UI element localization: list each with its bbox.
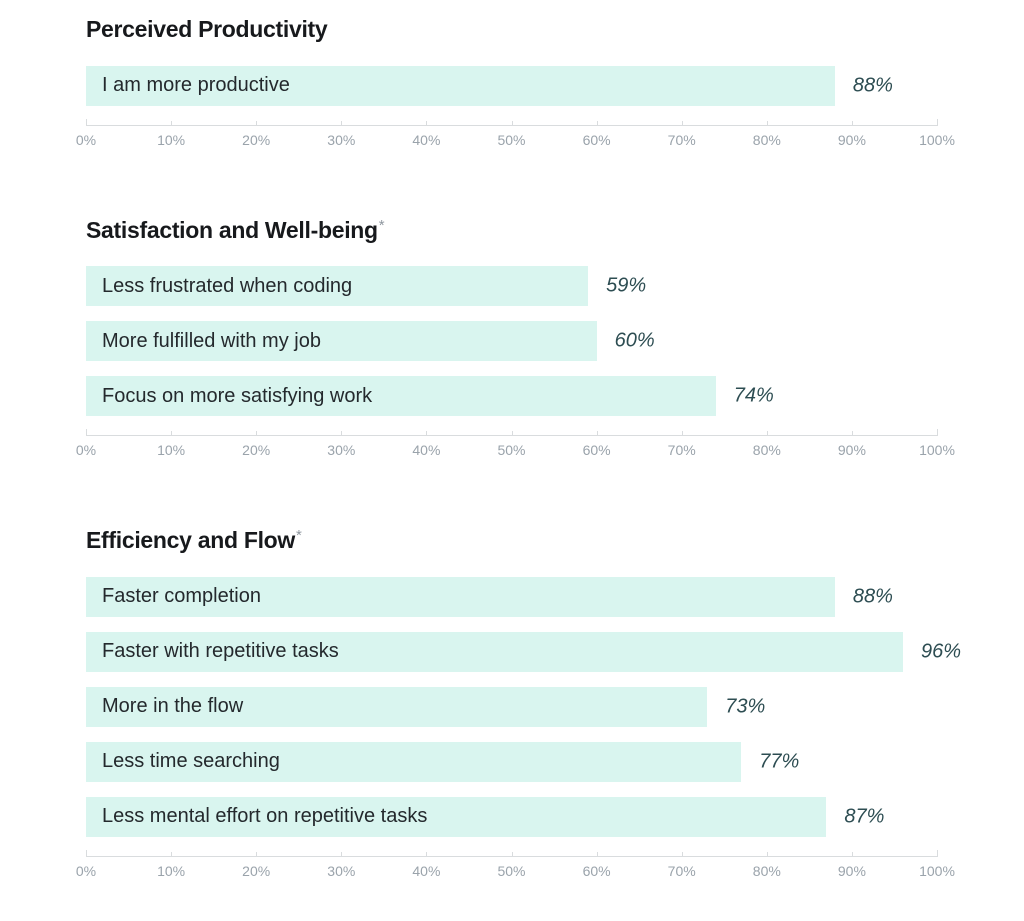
axis-tick — [426, 852, 427, 857]
axis-tick-label: 90% — [837, 131, 866, 148]
survey-sections — [75, 16, 1024, 888]
bar-row — [86, 266, 937, 306]
axis-tick — [682, 431, 683, 436]
axis-tick — [256, 431, 257, 436]
axis-tick — [171, 121, 172, 126]
axis-tick-label: 10% — [157, 862, 186, 879]
axis-tick — [171, 431, 172, 436]
axis-tick — [682, 121, 683, 126]
bar-label: More fulfilled with my job — [102, 329, 321, 352]
chart-section — [75, 16, 1024, 157]
x-axis — [75, 119, 955, 157]
axis-tick — [341, 852, 342, 857]
axis-tick-label: 20% — [242, 131, 271, 148]
bar-label: More in the flow — [102, 695, 244, 718]
axis-tick-label: 100% — [919, 131, 955, 148]
axis-tick-label: 0% — [75, 131, 97, 148]
axis-tick-label: 40% — [412, 442, 441, 459]
axis-tick — [597, 431, 598, 436]
bar-row — [86, 632, 961, 672]
footnote-asterisk: * — [296, 527, 302, 545]
bar — [86, 376, 716, 416]
bar-row — [86, 797, 937, 837]
chart-section — [75, 216, 1024, 468]
value-label: 73% — [725, 695, 766, 718]
axis-tick — [937, 429, 938, 436]
axis-tick-label: 10% — [157, 131, 186, 148]
axis-tick-label: 70% — [667, 862, 696, 879]
axis-tick-label: 10% — [157, 442, 186, 459]
bar — [86, 577, 835, 617]
value-label: 77% — [759, 750, 800, 773]
bar-group — [86, 577, 961, 837]
axis-tick — [597, 852, 598, 857]
bar — [86, 632, 903, 672]
section-title-text: Satisfaction and Well-being — [86, 216, 378, 243]
axis-tick-label: 70% — [667, 442, 696, 459]
section-title — [86, 16, 1024, 44]
axis-tick — [512, 121, 513, 126]
value-label: 88% — [852, 585, 893, 608]
value-label: 59% — [606, 274, 647, 297]
value-label: 60% — [614, 329, 655, 352]
bar-label: Less time searching — [102, 750, 280, 773]
bar-group — [86, 266, 937, 416]
x-axis — [75, 850, 955, 888]
bar-label: Less mental effort on repetitive tasks — [102, 805, 428, 828]
bar-label: Faster completion — [102, 585, 261, 608]
axis-tick-label: 0% — [75, 862, 97, 879]
axis-tick — [341, 121, 342, 126]
axis-tick — [597, 121, 598, 126]
section-title-text: Perceived Productivity — [86, 16, 328, 42]
footnote-asterisk: * — [378, 216, 385, 234]
axis-tick-label: 30% — [327, 862, 356, 879]
x-axis — [75, 429, 955, 467]
axis-tick-label: 50% — [497, 442, 526, 459]
bar-group — [86, 66, 937, 106]
chart-section — [75, 527, 1024, 888]
bar-row — [86, 687, 937, 727]
axis-tick — [767, 431, 768, 436]
axis-tick — [937, 119, 938, 126]
value-label: 74% — [733, 384, 774, 407]
value-label: 88% — [852, 74, 893, 97]
axis-tick-label: 90% — [837, 862, 866, 879]
axis-tick-label: 70% — [667, 131, 696, 148]
axis-tick — [86, 429, 87, 436]
axis-tick — [682, 852, 683, 857]
bar-row — [86, 66, 937, 106]
axis-tick-label: 80% — [752, 131, 781, 148]
bar — [86, 66, 835, 106]
axis-tick-label: 40% — [412, 131, 441, 148]
bar-label: Less frustrated when coding — [102, 274, 353, 297]
bar — [86, 687, 707, 727]
bar-row — [86, 376, 937, 416]
section-title — [86, 217, 1024, 245]
axis-tick — [767, 852, 768, 857]
bar-row — [86, 321, 937, 361]
bar — [86, 266, 588, 306]
axis-tick — [426, 431, 427, 436]
axis-tick — [512, 852, 513, 857]
axis-tick-label: 20% — [242, 442, 271, 459]
bar-label: Focus on more satisfying work — [102, 384, 373, 407]
axis-tick-label: 50% — [497, 131, 526, 148]
axis-tick — [937, 850, 938, 857]
axis-tick-label: 30% — [327, 131, 356, 148]
bar-label: Faster with repetitive tasks — [102, 640, 339, 663]
axis-tick-label: 50% — [497, 862, 526, 879]
axis-tick-label: 80% — [752, 442, 781, 459]
axis-tick — [852, 431, 853, 436]
axis-tick-label: 90% — [837, 442, 866, 459]
bar — [86, 321, 597, 361]
axis-tick-label: 60% — [582, 442, 611, 459]
bar-label: I am more productive — [102, 74, 290, 97]
axis-tick-label: 20% — [242, 862, 271, 879]
axis-tick-label: 60% — [582, 862, 611, 879]
axis-tick-label: 60% — [582, 131, 611, 148]
axis-tick — [852, 852, 853, 857]
bar — [86, 797, 826, 837]
axis-tick-label: 30% — [327, 442, 356, 459]
axis-tick — [86, 119, 87, 126]
value-label: 87% — [844, 805, 885, 828]
axis-tick — [171, 852, 172, 857]
section-title-text: Efficiency and Flow — [86, 527, 296, 554]
axis-tick — [512, 431, 513, 436]
bar-row — [86, 577, 937, 617]
axis-tick — [86, 850, 87, 857]
axis-tick — [256, 852, 257, 857]
axis-tick-label: 80% — [752, 862, 781, 879]
axis-tick — [852, 121, 853, 126]
axis-tick-label: 100% — [919, 442, 955, 459]
value-label: 96% — [920, 640, 961, 663]
axis-tick — [341, 431, 342, 436]
bar-row — [86, 742, 937, 782]
section-title — [86, 527, 1024, 555]
bar — [86, 742, 741, 782]
axis-tick-label: 40% — [412, 862, 441, 879]
axis-tick-label: 100% — [919, 862, 955, 879]
axis-tick-label: 0% — [75, 442, 97, 459]
axis-tick — [426, 121, 427, 126]
axis-tick — [767, 121, 768, 126]
axis-tick — [256, 121, 257, 126]
